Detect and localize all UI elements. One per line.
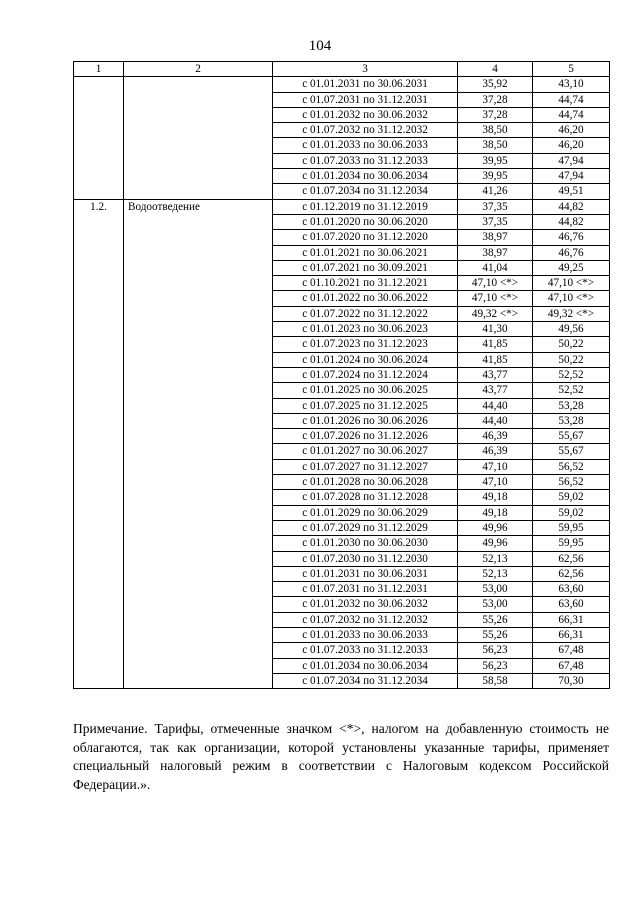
- tariff-col5-cell: 46,20: [533, 138, 610, 153]
- tariff-col4-cell: 49,96: [458, 536, 533, 551]
- period-cell: с 01.07.2029 по 31.12.2029: [273, 520, 458, 535]
- table-row: [74, 77, 610, 92]
- header-col-3: 3: [273, 62, 458, 77]
- period-cell: с 01.01.2023 по 30.06.2023: [273, 322, 458, 337]
- period-cell: с 01.07.2025 по 31.12.2025: [273, 398, 458, 413]
- tariff-col5-cell: 50,22: [533, 337, 610, 352]
- tariff-col4-cell: 38,50: [458, 138, 533, 153]
- tariff-col4-cell: 56,23: [458, 643, 533, 658]
- tariff-col4-cell: 41,04: [458, 260, 533, 275]
- tariff-col5-cell: 62,56: [533, 566, 610, 581]
- period-cell: с 01.01.2021 по 30.06.2021: [273, 245, 458, 260]
- tariff-col4-cell: 37,35: [458, 199, 533, 214]
- tariff-col5-cell: 47,94: [533, 153, 610, 168]
- tariff-col4-cell: 41,26: [458, 184, 533, 199]
- tariff-col5-cell: 44,82: [533, 199, 610, 214]
- row-number-cell: 1.2.: [74, 199, 124, 689]
- tariff-col4-cell: 53,00: [458, 597, 533, 612]
- tariff-col5-cell: 49,32 <*>: [533, 306, 610, 321]
- tariff-col4-cell: 41,30: [458, 322, 533, 337]
- tariff-col4-cell: 49,96: [458, 520, 533, 535]
- tariff-col5-cell: 49,25: [533, 260, 610, 275]
- tariff-table: [73, 61, 610, 689]
- header-col-5: 5: [533, 62, 610, 77]
- period-cell: с 01.01.2032 по 30.06.2032: [273, 597, 458, 612]
- tariff-col4-cell: 39,95: [458, 169, 533, 184]
- tariff-col4-cell: 43,77: [458, 367, 533, 382]
- tariff-col5-cell: 47,10 <*>: [533, 276, 610, 291]
- tariff-col5-cell: 66,31: [533, 612, 610, 627]
- period-cell: с 01.07.2034 по 31.12.2034: [273, 673, 458, 688]
- period-cell: с 01.07.2020 по 31.12.2020: [273, 230, 458, 245]
- period-cell: с 01.07.2022 по 31.12.2022: [273, 306, 458, 321]
- tariff-col4-cell: 47,10 <*>: [458, 276, 533, 291]
- tariff-col4-cell: 38,50: [458, 123, 533, 138]
- period-cell: с 01.07.2032 по 31.12.2032: [273, 612, 458, 627]
- period-cell: с 01.07.2031 по 31.12.2031: [273, 92, 458, 107]
- tariff-col5-cell: 44,74: [533, 107, 610, 122]
- tariff-col5-cell: 59,02: [533, 505, 610, 520]
- tariff-col5-cell: 55,67: [533, 429, 610, 444]
- service-name-cell: [124, 77, 273, 199]
- tariff-col5-cell: 59,02: [533, 490, 610, 505]
- tariff-col4-cell: 56,23: [458, 658, 533, 673]
- tariff-col5-cell: 44,74: [533, 92, 610, 107]
- tariff-col5-cell: 70,30: [533, 673, 610, 688]
- tariff-col5-cell: 56,52: [533, 475, 610, 490]
- tariff-col5-cell: 52,52: [533, 383, 610, 398]
- tariff-col5-cell: 67,48: [533, 643, 610, 658]
- period-cell: с 01.01.2034 по 30.06.2034: [273, 658, 458, 673]
- tariff-col4-cell: 39,95: [458, 153, 533, 168]
- period-cell: с 01.01.2027 по 30.06.2027: [273, 444, 458, 459]
- period-cell: с 01.01.2024 по 30.06.2024: [273, 352, 458, 367]
- period-cell: с 01.01.2028 по 30.06.2028: [273, 475, 458, 490]
- period-cell: с 01.07.2034 по 31.12.2034: [273, 184, 458, 199]
- tariff-col4-cell: 47,10: [458, 459, 533, 474]
- period-cell: с 01.01.2031 по 30.06.2031: [273, 566, 458, 581]
- tariff-col4-cell: 37,28: [458, 92, 533, 107]
- tariff-col4-cell: 47,10 <*>: [458, 291, 533, 306]
- tariff-col5-cell: 50,22: [533, 352, 610, 367]
- period-cell: с 01.01.2032 по 30.06.2032: [273, 107, 458, 122]
- period-cell: с 01.07.2027 по 31.12.2027: [273, 459, 458, 474]
- header-col-2: 2: [124, 62, 273, 77]
- period-cell: с 01.01.2020 по 30.06.2020: [273, 214, 458, 229]
- tariff-col4-cell: 53,00: [458, 582, 533, 597]
- tariff-col4-cell: 44,40: [458, 398, 533, 413]
- tariff-col4-cell: 49,18: [458, 505, 533, 520]
- tariff-col5-cell: 46,76: [533, 245, 610, 260]
- tariff-col4-cell: 37,35: [458, 214, 533, 229]
- tariff-col4-cell: 44,40: [458, 413, 533, 428]
- service-name-cell: Водоотведение: [124, 199, 273, 689]
- tariff-col5-cell: 46,20: [533, 123, 610, 138]
- table-row: [74, 199, 610, 214]
- period-cell: с 01.01.2033 по 30.06.2033: [273, 138, 458, 153]
- tariff-col5-cell: 63,60: [533, 597, 610, 612]
- tariff-col4-cell: 43,77: [458, 383, 533, 398]
- period-cell: с 01.07.2021 по 30.09.2021: [273, 260, 458, 275]
- tariff-col5-cell: 56,52: [533, 459, 610, 474]
- tariff-col4-cell: 52,13: [458, 551, 533, 566]
- tariff-col5-cell: 49,56: [533, 322, 610, 337]
- period-cell: с 01.07.2030 по 31.12.2030: [273, 551, 458, 566]
- tariff-col5-cell: 62,56: [533, 551, 610, 566]
- period-cell: с 01.07.2033 по 31.12.2033: [273, 153, 458, 168]
- tariff-col5-cell: 47,94: [533, 169, 610, 184]
- tariff-col5-cell: 47,10 <*>: [533, 291, 610, 306]
- tariff-table-body: [74, 62, 610, 689]
- period-cell: с 01.01.2026 по 30.06.2026: [273, 413, 458, 428]
- tariff-col5-cell: 49,51: [533, 184, 610, 199]
- page-number: 104: [308, 38, 332, 54]
- period-cell: с 01.01.2025 по 30.06.2025: [273, 383, 458, 398]
- tariff-col4-cell: 49,32 <*>: [458, 306, 533, 321]
- table-header-row: [74, 62, 610, 77]
- tariff-col4-cell: 46,39: [458, 444, 533, 459]
- tariff-col4-cell: 41,85: [458, 352, 533, 367]
- period-cell: с 01.07.2024 по 31.12.2024: [273, 367, 458, 382]
- tariff-col4-cell: 46,39: [458, 429, 533, 444]
- tariff-col4-cell: 38,97: [458, 245, 533, 260]
- tariff-col5-cell: 43,10: [533, 77, 610, 92]
- tariff-col5-cell: 63,60: [533, 582, 610, 597]
- period-cell: с 01.10.2021 по 31.12.2021: [273, 276, 458, 291]
- period-cell: с 01.07.2031 по 31.12.2031: [273, 582, 458, 597]
- tariff-col4-cell: 35,92: [458, 77, 533, 92]
- tariff-col5-cell: 53,28: [533, 398, 610, 413]
- period-cell: с 01.07.2026 по 31.12.2026: [273, 429, 458, 444]
- period-cell: с 01.07.2023 по 31.12.2023: [273, 337, 458, 352]
- tariff-col4-cell: 55,26: [458, 627, 533, 642]
- period-cell: с 01.01.2034 по 30.06.2034: [273, 169, 458, 184]
- period-cell: с 01.01.2029 по 30.06.2029: [273, 505, 458, 520]
- tariff-col5-cell: 44,82: [533, 214, 610, 229]
- period-cell: с 01.07.2033 по 31.12.2033: [273, 643, 458, 658]
- header-col-1: 1: [74, 62, 124, 77]
- period-cell: с 01.01.2030 по 30.06.2030: [273, 536, 458, 551]
- tariff-col5-cell: 67,48: [533, 658, 610, 673]
- tariff-col5-cell: 66,31: [533, 627, 610, 642]
- period-cell: с 01.12.2019 по 31.12.2019: [273, 199, 458, 214]
- tariff-col4-cell: 47,10: [458, 475, 533, 490]
- tariff-col5-cell: 59,95: [533, 536, 610, 551]
- tariff-col4-cell: 38,97: [458, 230, 533, 245]
- period-cell: с 01.01.2033 по 30.06.2033: [273, 627, 458, 642]
- note-paragraph: Примечание. Тарифы, отмеченные значком <*>, налогом на добавленную стоимость не облагаются, так как организации, которой установлены указанные тарифы, применяет специальный налоговый режим в соответствии с Налоговым кодексом Российской Федерации.».: [73, 721, 609, 792]
- tariff-col5-cell: 53,28: [533, 413, 610, 428]
- row-number-cell: [74, 77, 124, 199]
- period-cell: с 01.01.2022 по 30.06.2022: [273, 291, 458, 306]
- tariff-col5-cell: 46,76: [533, 230, 610, 245]
- tariff-col5-cell: 52,52: [533, 367, 610, 382]
- tariff-col4-cell: 49,18: [458, 490, 533, 505]
- period-cell: с 01.07.2032 по 31.12.2032: [273, 123, 458, 138]
- tariff-col4-cell: 55,26: [458, 612, 533, 627]
- tariff-col5-cell: 59,95: [533, 520, 610, 535]
- tariff-col4-cell: 52,13: [458, 566, 533, 581]
- tariff-col4-cell: 37,28: [458, 107, 533, 122]
- header-col-4: 4: [458, 62, 533, 77]
- tariff-col4-cell: 58,58: [458, 673, 533, 688]
- tariff-col5-cell: 55,67: [533, 444, 610, 459]
- tariff-col4-cell: 41,85: [458, 337, 533, 352]
- period-cell: с 01.01.2031 по 30.06.2031: [273, 77, 458, 92]
- period-cell: с 01.07.2028 по 31.12.2028: [273, 490, 458, 505]
